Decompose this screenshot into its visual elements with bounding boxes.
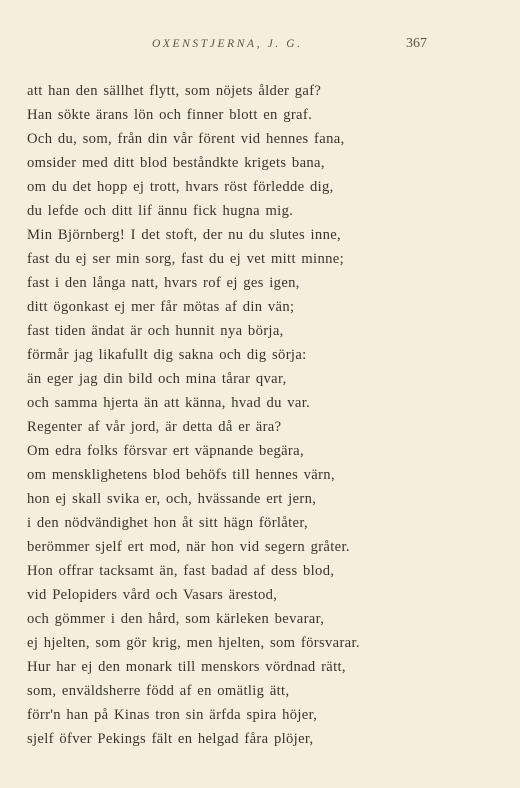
verse-line: Hon offrar tacksamt än, fast badad af dess blod, [27, 563, 335, 579]
verse-line: förr'n han på Kinas tron sin ärfda spira höjer, [27, 707, 318, 723]
verse-line: vid Pelopiders vård och Vasars ärestod, [27, 587, 278, 603]
verse-line: fast tiden ändat är och hunnit nya börja, [27, 323, 284, 339]
verse-line: sjelf öfver Pekings fält en helgad fåra plöjer, [27, 731, 314, 747]
verse-line: omsider med ditt blod beståndkte krigets bana, [27, 155, 325, 171]
verse-line: och samma hjerta än att känna, hvad du var. [27, 395, 311, 411]
verse-line: Min Björnberg! I det stoft, der nu du slutes inne, [27, 227, 342, 243]
verse-line: fast du ej ser min sorg, fast du ej vet mitt minne; [27, 251, 344, 267]
verse-line: än eger jag din bild och mina tårar qvar, [27, 371, 287, 387]
verse-line: fast i den långa natt, hvars rof ej ges igen, [27, 275, 300, 291]
verse-line: Regenter af vår jord, är detta då er ära? [27, 419, 282, 435]
verse-line: ditt ögonkast ej mer får mötas af din vän; [27, 299, 295, 315]
running-head [0, 38, 520, 58]
verse-line: om du det hopp ej trott, hvars röst förledde dig, [27, 179, 334, 195]
verse-line: som, enväldsherre född af en omätlig ätt, [27, 683, 290, 699]
page-number: 367 [406, 36, 427, 51]
running-title: OXENSTJERNA, J. G. [152, 38, 303, 50]
verse-line: hon ej skall svika er, och, hvässande ert jern, [27, 491, 317, 507]
verse-line: berömmer sjelf ert mod, när hon vid segern gråter. [27, 539, 350, 555]
poem-text [27, 79, 507, 751]
verse-line: om mensklighetens blod behöfs till hennes värn, [27, 467, 335, 483]
verse-line: ej hjelten, som gör krig, men hjelten, som försvarar. [27, 635, 360, 651]
verse-line: förmår jag likafullt dig sakna och dig sörja: [27, 347, 307, 363]
verse-line: i den nödvändighet hon åt sitt hägn förlåter, [27, 515, 308, 531]
verse-line: Han sökte ärans lön och finner blott en graf. [27, 107, 313, 123]
verse-line: att han den sällhet flytt, som nöjets ålder gaf? [27, 83, 322, 99]
verse-line: Hur har ej den monark till menskors vördnad rätt, [27, 659, 346, 675]
verse-line: Om edra folks försvar ert väpnande begära, [27, 443, 304, 459]
verse-line: och gömmer i den hård, som kärleken bevarar, [27, 611, 325, 627]
verse-line: du lefde och ditt lif ännu fick hugna mig. [27, 203, 294, 219]
verse-line: Och du, som, från din vår förent vid hennes fana, [27, 131, 345, 147]
